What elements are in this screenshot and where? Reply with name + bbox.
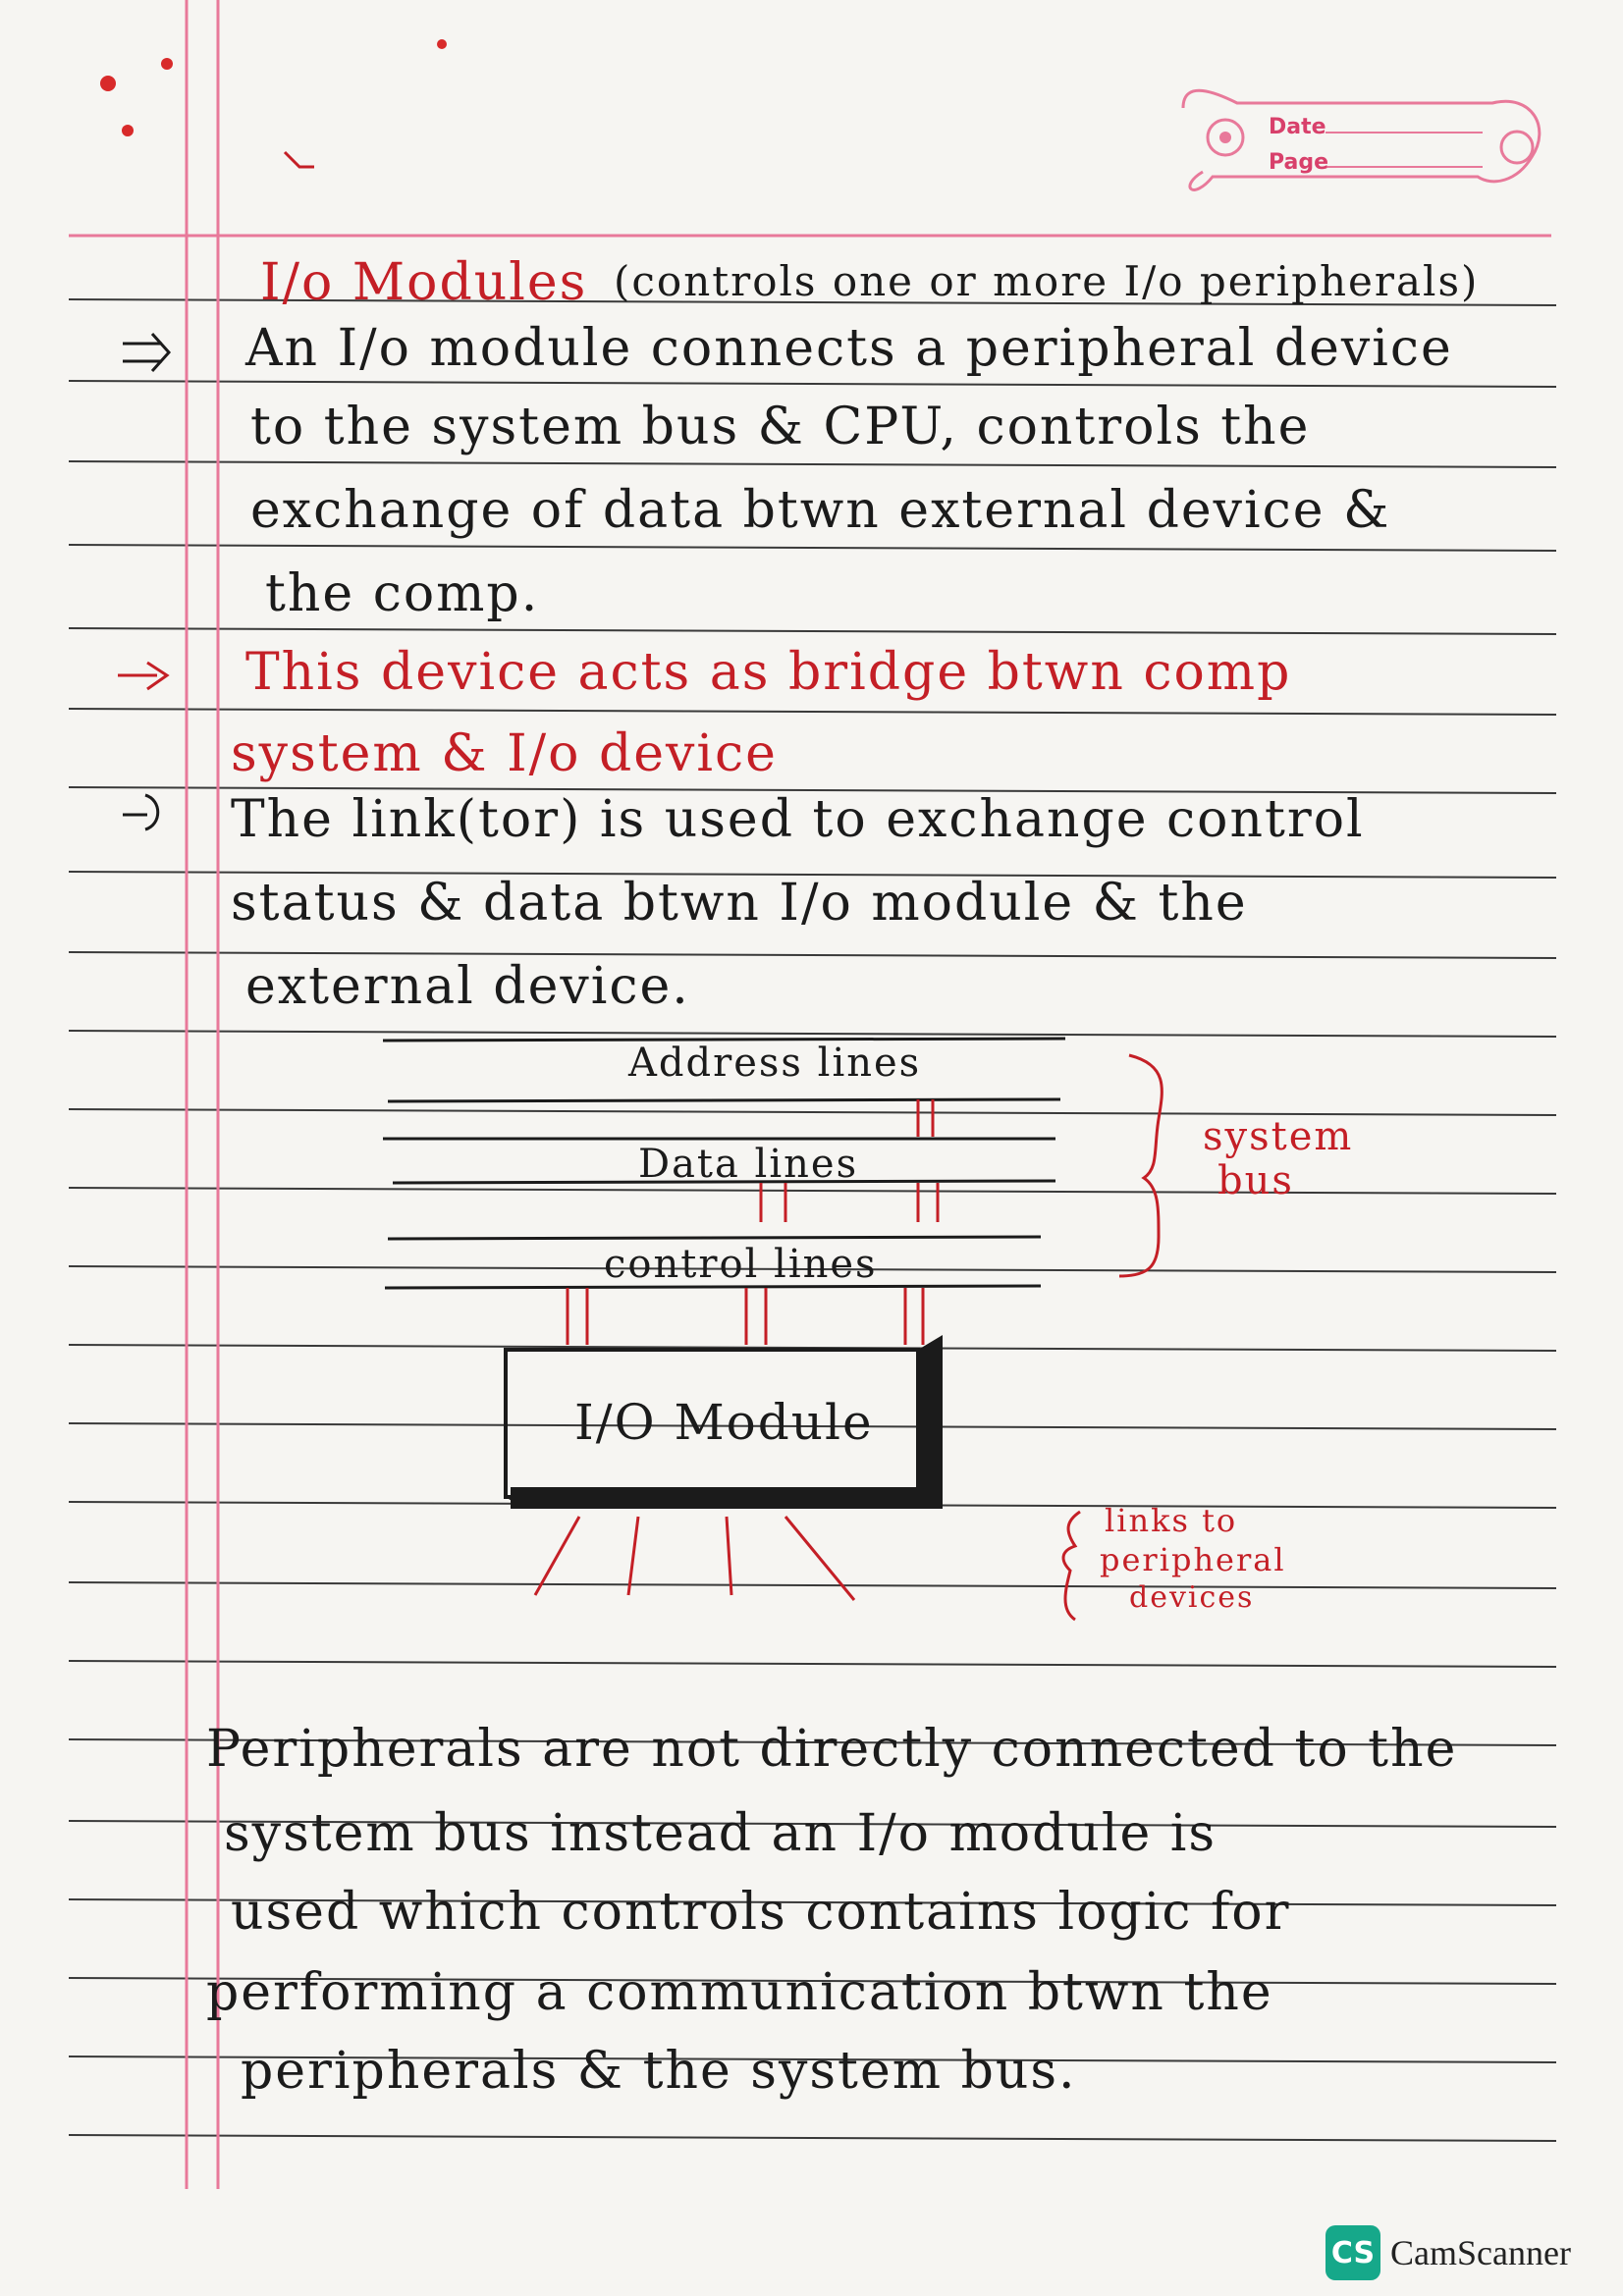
ruled-line [69, 2135, 1556, 2141]
date-label: Date [1269, 115, 1326, 139]
control-line-top [388, 1237, 1041, 1239]
address-lines-label: Address lines [628, 1041, 922, 1086]
address-line-bottom [388, 1099, 1060, 1101]
ruled-line [69, 628, 1556, 634]
para1-line-3: exchange of data btwn external device & [250, 481, 1391, 540]
ruled-line [69, 1582, 1556, 1588]
system-bus-brace [1119, 1055, 1162, 1276]
ink-dots [100, 39, 447, 136]
camscanner-watermark [1325, 2223, 1571, 2282]
summary-line-5: peripherals & the system bus. [241, 2042, 1077, 2101]
links-label-3: devices [1129, 1580, 1255, 1615]
para1-line-4: the comp. [265, 564, 540, 623]
ruled-line [69, 1661, 1556, 1667]
ruled-line [69, 545, 1556, 551]
io-module-label: I/O Module [574, 1394, 874, 1451]
bullet-arrow-1 [123, 334, 169, 371]
summary-line-1: Peripherals are not directly connected to the [206, 1720, 1458, 1779]
bus-taps [568, 1099, 938, 1345]
para1-line-2: to the system bus & CPU, controls the [250, 398, 1311, 456]
notes-heading: I/o Modules [260, 253, 588, 312]
peripheral-links [535, 1517, 854, 1600]
bullet-arrow-2 [118, 663, 167, 689]
para2-line-2: system & I/o device [231, 724, 778, 783]
ruled-line [69, 709, 1556, 715]
date-page-ornament [1183, 90, 1540, 189]
ruled-line [69, 1031, 1556, 1037]
para3-line-1: The link(tor) is used to exchange control [231, 790, 1365, 849]
page-label: Page [1269, 150, 1329, 175]
para2-line-1: This device acts as bridge btwn comp [245, 643, 1292, 702]
notes-heading-note: (controls one or more I/o peripherals) [614, 257, 1480, 305]
links-label-2: peripheral [1100, 1541, 1286, 1578]
summary-line-2: system bus instead an I/o module is [224, 1804, 1217, 1863]
links-label-1: links to [1105, 1502, 1238, 1539]
camscanner-name: CamScanner [1390, 2233, 1571, 2272]
summary-line-4: performing a communication btwn the [206, 1963, 1273, 2022]
bullet-arrow-3 [123, 795, 158, 829]
data-lines-label: Data lines [638, 1142, 859, 1187]
camscanner-logo: CS [1325, 2225, 1380, 2280]
ruled-line [69, 461, 1556, 467]
links-brace [1063, 1512, 1080, 1620]
summary-line-3: used which controls contains logic for [231, 1883, 1291, 1942]
para3-line-2: status & data btwn I/o module & the [231, 874, 1248, 933]
para3-line-3: external device. [245, 957, 690, 1016]
ruled-line [69, 381, 1556, 387]
para1-line-1: An I/o module connects a peripheral device [245, 319, 1453, 378]
system-bus-label-2: bus [1217, 1158, 1294, 1203]
ruled-line [69, 1188, 1556, 1194]
system-bus-label-1: system [1203, 1114, 1354, 1159]
stray-mark [285, 152, 314, 167]
bus-diagram [383, 1039, 1162, 1620]
control-lines-label: control lines [604, 1242, 878, 1287]
